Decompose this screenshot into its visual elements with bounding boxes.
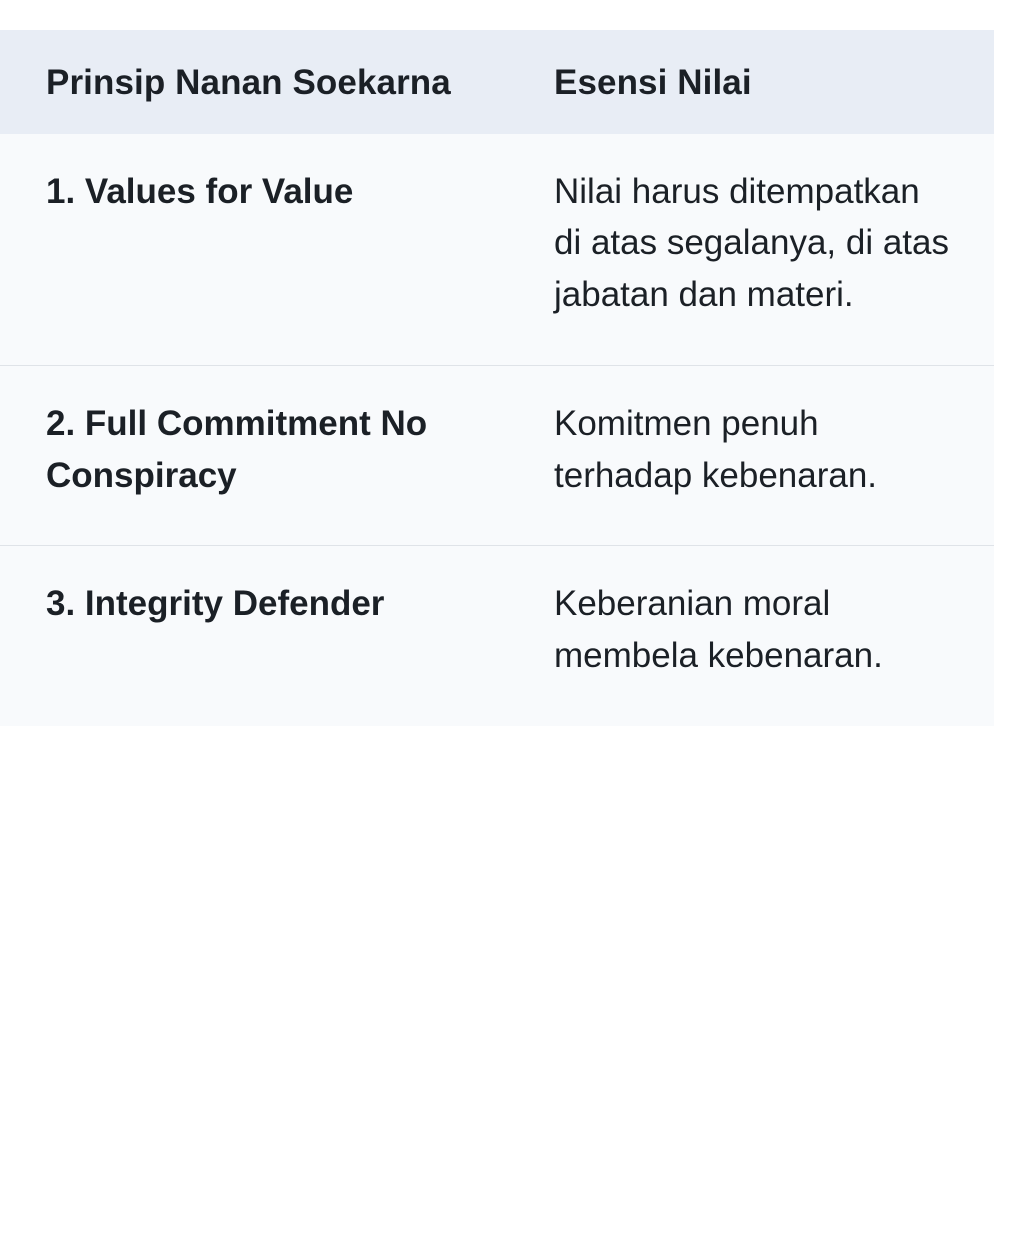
column-header-essence: Esensi Nilai [554,63,752,102]
cell-principle: 2. Full Commitment No Conspiracy [0,365,508,546]
table-header-row [0,30,994,134]
cell-principle: 3. Integrity Defender [0,546,508,726]
cell-principle: 1. Values for Value [0,134,508,366]
table-row [0,365,994,546]
table-row [0,134,994,366]
table-header [0,30,994,134]
principles-table-container [0,30,994,726]
cell-essence: Keberanian moral membela kebenaran. [508,546,994,726]
cell-essence: Komitmen penuh terhadap kebenaran. [508,365,994,546]
column-header-principle: Prinsip Nanan Soekarna [46,63,451,102]
cell-essence: Nilai harus ditempatkan di atas segalanya, di atas jabatan dan materi. [508,134,994,366]
principles-table [0,30,994,726]
table-row [0,546,994,726]
table-body [0,134,994,727]
